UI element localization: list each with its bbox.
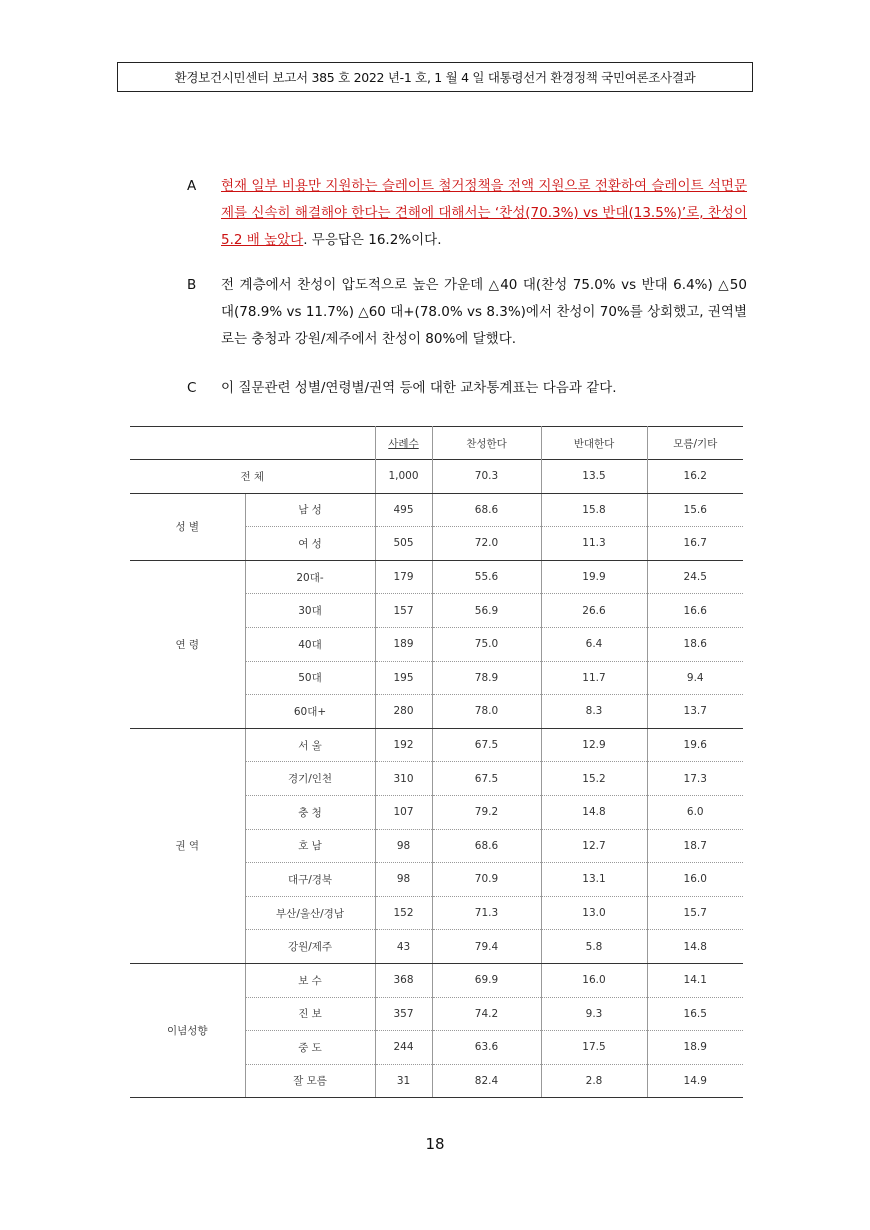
table-header-row	[130, 427, 743, 460]
disagree-cell: 12.7	[541, 829, 647, 863]
unknown-cell: 14.8	[647, 930, 743, 964]
row-label: 호 남	[245, 829, 375, 863]
paragraph-c-label: C	[187, 380, 197, 396]
paragraph-c-text: 이 질문관련 성별/연령별/권역 등에 대한 교차통계표는 다음과 같다.	[221, 380, 617, 396]
row-label: 강원/제주	[245, 930, 375, 964]
count-cell: 310	[375, 762, 432, 796]
unknown-cell: 19.6	[647, 728, 743, 762]
unknown-cell: 16.0	[647, 863, 743, 897]
disagree-cell: 15.2	[541, 762, 647, 796]
count-cell: 98	[375, 829, 432, 863]
page-number: 18	[425, 1135, 445, 1153]
count-cell: 107	[375, 795, 432, 829]
count-cell: 495	[375, 493, 432, 527]
agree-cell: 69.9	[432, 963, 541, 997]
row-label: 보 수	[245, 963, 375, 997]
disagree-cell: 2.8	[541, 1064, 647, 1098]
agree-cell: 75.0	[432, 627, 541, 661]
unknown-cell: 9.4	[647, 661, 743, 695]
paragraph-a-highlight: 현재 일부 비용만 지원하는 슬레이트 철거정책을 전액 지원으로 전환하여 슬레이트 석면문제를 신속히 해결해야 한다는 견해에 대해서는 ‘찬성(70.3%) vs 반대(13.5%)’로, 찬성이 5.2 배 높았다	[221, 178, 747, 248]
agree-cell: 82.4	[432, 1064, 541, 1098]
row-label: 20대-	[245, 560, 375, 594]
row-group-label: 성 별	[130, 493, 245, 560]
unknown-cell: 16.2	[647, 460, 743, 494]
unknown-cell: 18.6	[647, 627, 743, 661]
row-label: 40대	[245, 627, 375, 661]
agree-cell: 70.9	[432, 863, 541, 897]
count-cell: 152	[375, 896, 432, 930]
col-header-disagree: 반대한다	[541, 427, 647, 460]
table-row	[130, 728, 743, 762]
agree-cell: 79.2	[432, 795, 541, 829]
agree-cell: 68.6	[432, 829, 541, 863]
disagree-cell: 11.3	[541, 527, 647, 561]
disagree-cell: 26.6	[541, 594, 647, 628]
table-row	[130, 963, 743, 997]
count-cell: 157	[375, 594, 432, 628]
paragraph-a-text	[221, 173, 747, 254]
disagree-cell: 14.8	[541, 795, 647, 829]
row-label: 남 성	[245, 493, 375, 527]
unknown-cell: 18.7	[647, 829, 743, 863]
row-label: 여 성	[245, 527, 375, 561]
col-header-unknown: 모름/기타	[647, 427, 743, 460]
row-group-label: 이념성향	[130, 963, 245, 1097]
unknown-cell: 15.6	[647, 493, 743, 527]
agree-cell: 68.6	[432, 493, 541, 527]
row-label: 30대	[245, 594, 375, 628]
count-cell: 244	[375, 1031, 432, 1065]
row-group-label: 권 역	[130, 728, 245, 963]
disagree-cell: 15.8	[541, 493, 647, 527]
count-cell: 368	[375, 963, 432, 997]
agree-cell: 55.6	[432, 560, 541, 594]
agree-cell: 67.5	[432, 728, 541, 762]
row-label: 60대+	[245, 695, 375, 729]
count-cell: 31	[375, 1064, 432, 1098]
unknown-cell: 6.0	[647, 795, 743, 829]
unknown-cell: 14.9	[647, 1064, 743, 1098]
disagree-cell: 6.4	[541, 627, 647, 661]
unknown-cell: 16.6	[647, 594, 743, 628]
row-label: 50대	[245, 661, 375, 695]
row-label: 중 도	[245, 1031, 375, 1065]
row-label: 잘 모름	[245, 1064, 375, 1098]
row-label: 경기/인천	[245, 762, 375, 796]
paragraph-a-rest: . 무응답은 16.2%이다.	[303, 232, 442, 248]
table-corner-cell	[130, 427, 375, 460]
unknown-cell: 17.3	[647, 762, 743, 796]
disagree-cell: 12.9	[541, 728, 647, 762]
agree-cell: 79.4	[432, 930, 541, 964]
paragraph-b-text: 전 계층에서 찬성이 압도적으로 높은 가운데 △40 대(찬성 75.0% vs 반대 6.4%) △50 대(78.9% vs 11.7%) △60 대+(78.0% vs 8.3%)에서 찬성이 70%를 상회했고, 권역별로는 충청과 강원/제주에서 찬성이 80%에 달했다.	[221, 277, 747, 347]
disagree-cell: 13.0	[541, 896, 647, 930]
table-row	[130, 560, 743, 594]
agree-cell: 72.0	[432, 527, 541, 561]
disagree-cell: 11.7	[541, 661, 647, 695]
count-cell: 357	[375, 997, 432, 1031]
count-cell: 189	[375, 627, 432, 661]
agree-cell: 74.2	[432, 997, 541, 1031]
disagree-cell: 5.8	[541, 930, 647, 964]
unknown-cell: 24.5	[647, 560, 743, 594]
paragraph-b-label: B	[187, 277, 197, 293]
unknown-cell: 18.9	[647, 1031, 743, 1065]
disagree-cell: 13.5	[541, 460, 647, 494]
count-cell: 192	[375, 728, 432, 762]
agree-cell: 67.5	[432, 762, 541, 796]
agree-cell: 71.3	[432, 896, 541, 930]
row-label: 서 울	[245, 728, 375, 762]
agree-cell: 63.6	[432, 1031, 541, 1065]
agree-cell: 78.0	[432, 695, 541, 729]
unknown-cell: 16.7	[647, 527, 743, 561]
unknown-cell: 16.5	[647, 997, 743, 1031]
row-label-total: 전 체	[130, 460, 375, 494]
agree-cell: 70.3	[432, 460, 541, 494]
disagree-cell: 8.3	[541, 695, 647, 729]
agree-cell: 56.9	[432, 594, 541, 628]
row-label: 충 청	[245, 795, 375, 829]
paragraph-a-label: A	[187, 178, 197, 194]
table-row	[130, 493, 743, 527]
col-header-count: 사례수	[375, 427, 432, 460]
table-row-total	[130, 460, 743, 494]
row-group-label: 연 령	[130, 560, 245, 728]
disagree-cell: 9.3	[541, 997, 647, 1031]
disagree-cell: 19.9	[541, 560, 647, 594]
row-label: 부산/울산/경남	[245, 896, 375, 930]
disagree-cell: 17.5	[541, 1031, 647, 1065]
count-cell: 505	[375, 527, 432, 561]
disagree-cell: 13.1	[541, 863, 647, 897]
row-label: 진 보	[245, 997, 375, 1031]
unknown-cell: 14.1	[647, 963, 743, 997]
count-cell: 179	[375, 560, 432, 594]
count-cell: 195	[375, 661, 432, 695]
crosstab-table	[130, 426, 743, 1098]
disagree-cell: 16.0	[541, 963, 647, 997]
agree-cell: 78.9	[432, 661, 541, 695]
row-label: 대구/경북	[245, 863, 375, 897]
count-cell: 98	[375, 863, 432, 897]
count-cell: 43	[375, 930, 432, 964]
unknown-cell: 15.7	[647, 896, 743, 930]
count-cell: 280	[375, 695, 432, 729]
count-cell: 1,000	[375, 460, 432, 494]
report-header: 환경보건시민센터 보고서 385 호 2022 년-1 호, 1 월 4 일 대통령선거 환경정책 국민여론조사결과	[117, 62, 753, 92]
unknown-cell: 13.7	[647, 695, 743, 729]
col-header-agree: 찬성한다	[432, 427, 541, 460]
